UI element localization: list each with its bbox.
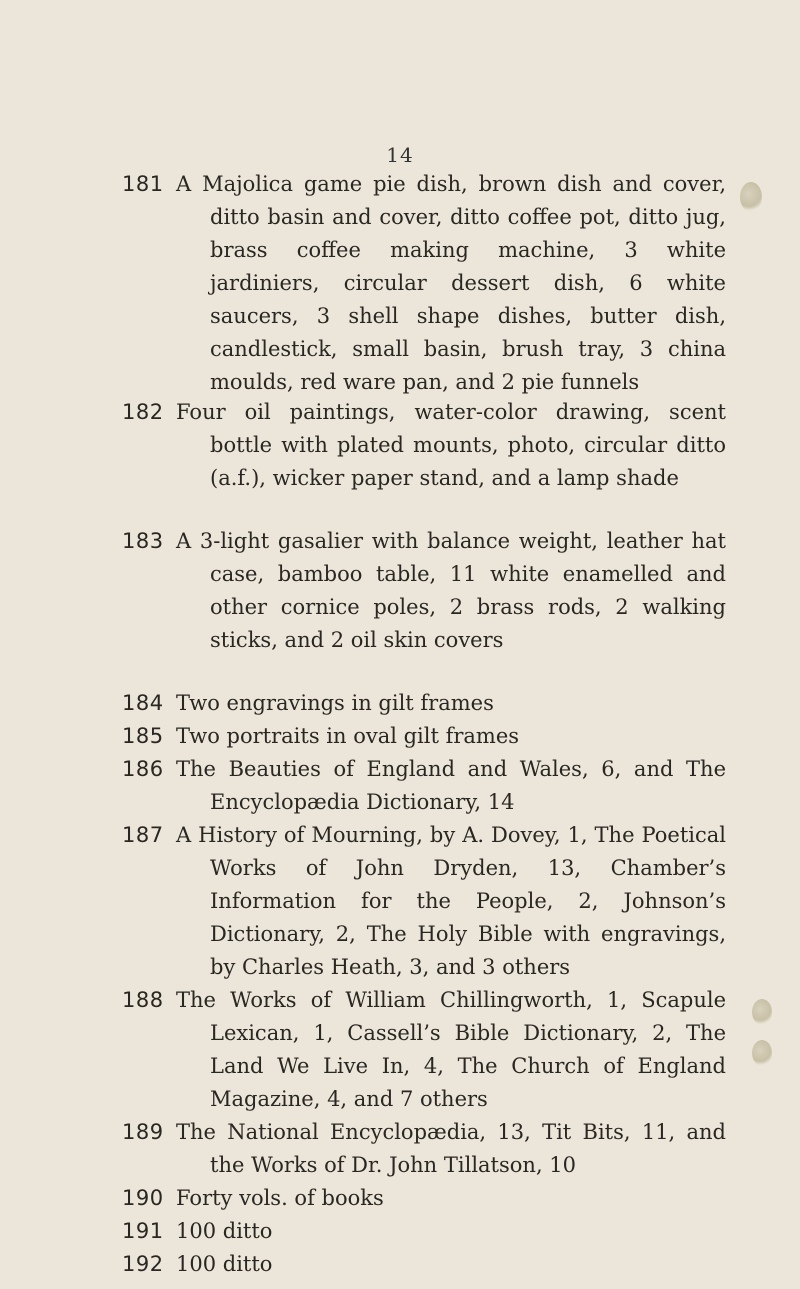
lot-number: 183 [122, 529, 164, 553]
lot-number: 185 [122, 724, 164, 748]
lot-number: 184 [122, 691, 164, 715]
lot-number: 191 [122, 1219, 164, 1243]
lot-number: 188 [122, 988, 164, 1012]
lot-description: Two engravings in gilt frames [176, 691, 494, 715]
lot-description: The Works of William Chillingworth, 1, Scapule Lexican, 1, Cassell’s Bible Dictionary, 2, The Land We Live In, 4, The Church of England Magazine, 4, and 7 others [176, 988, 726, 1111]
margin-stain [752, 999, 772, 1025]
margin-stain [752, 1040, 772, 1066]
lot-description: A History of Mourning, by A. Dovey, 1, The Poetical Works of John Dryden, 13, Chamber’s Information for the People, 2, Johnson’s Dictionary, 2, The Holy Bible with engravings, by Charles Heath, 3, and 3 others [176, 823, 726, 979]
lot-description: 100 ditto [176, 1252, 273, 1276]
lot-number: 192 [122, 1252, 164, 1276]
lot-description: The Beauties of England and Wales, 6, and The Encyclopædia Dictionary, 14 [176, 757, 726, 814]
lot-number: 189 [122, 1120, 164, 1144]
lot-description: A Majolica game pie dish, brown dish and cover, ditto basin and cover, ditto coffee pot, ditto jug, brass coffee making machine, 3 white jardiniers, circular dessert dish, 6 white saucers, 3 shell shape dishes, butter dish, candlestick, small basin, brush tray, 3 china moulds, red ware pan, and 2 pie funnels [176, 172, 726, 394]
lot-number: 190 [122, 1186, 164, 1210]
lot-number: 182 [122, 400, 164, 424]
lot-description: Forty vols. of books [176, 1186, 384, 1210]
page-number: 14 [386, 143, 414, 167]
lot-description: 100 ditto [176, 1219, 273, 1243]
lot-description: Four oil paintings, water-color drawing, scent bottle with plated mounts, photo, circular ditto (a.f.), wicker paper stand, and a lamp shade [176, 400, 726, 490]
lot-number: 187 [122, 823, 164, 847]
lot-description: The National Encyclopædia, 13, Tit Bits, 11, and the Works of Dr. John Tillatson, 10 [176, 1120, 726, 1177]
lot-description: Two portraits in oval gilt frames [176, 724, 520, 748]
lot-description: A 3-light gasalier with balance weight, leather hat case, bamboo table, 11 white enamelled and other cornice poles, 2 brass rods, 2 walking sticks, and 2 oil skin covers [176, 529, 726, 652]
lot-number: 186 [122, 757, 164, 781]
lot-number: 181 [122, 172, 164, 196]
margin-stain [740, 182, 762, 212]
